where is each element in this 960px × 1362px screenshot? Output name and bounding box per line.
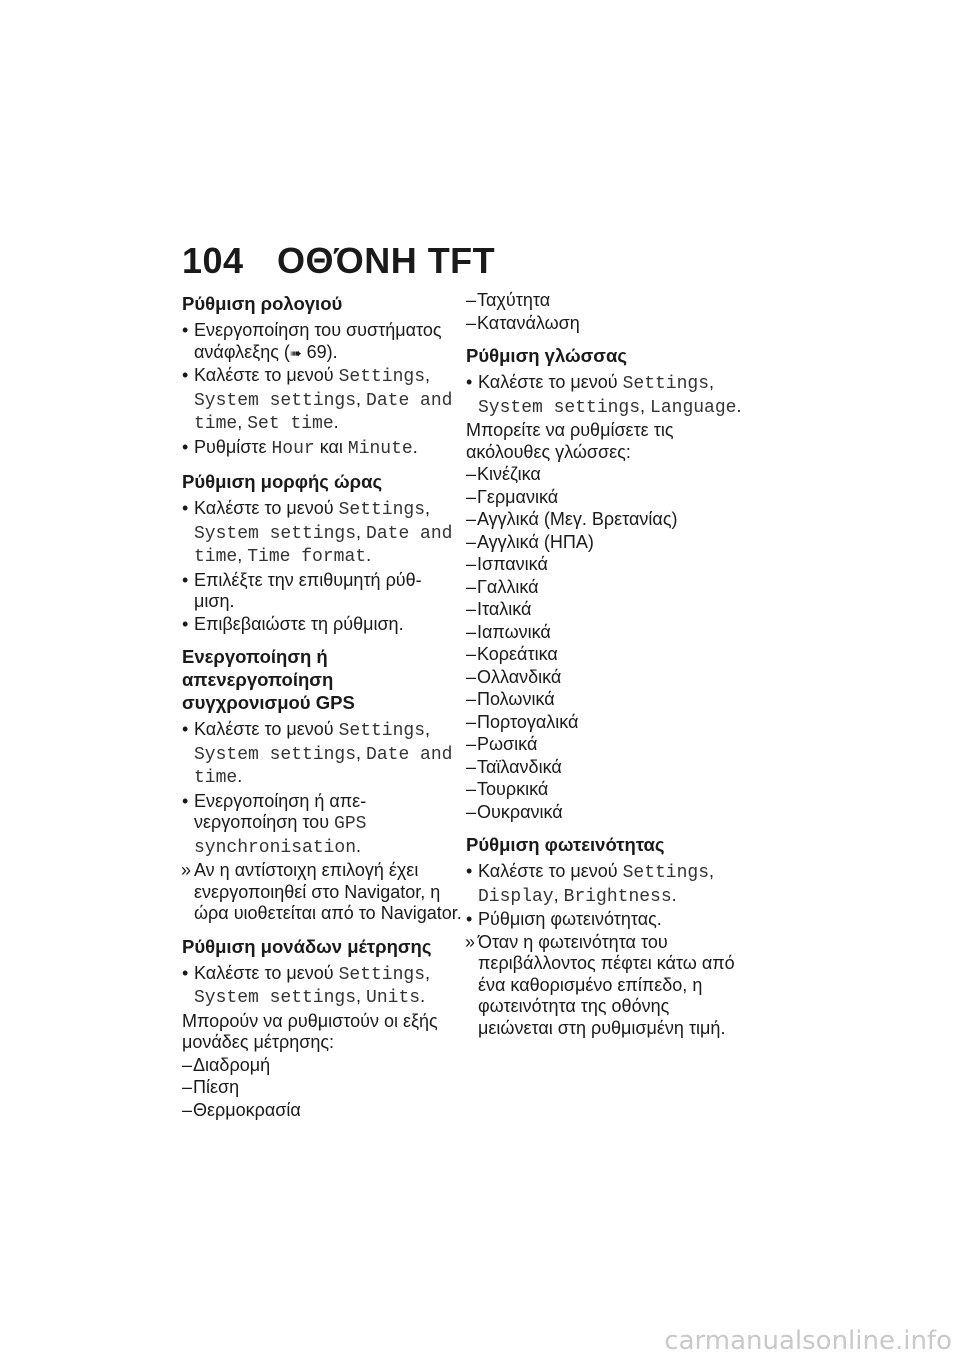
list-item: – Κορεάτικα <box>466 644 746 666</box>
result-item: » Αν η αντίστοιχη επιλογή έχει ενεργοποιηθεί στο Navigator, η ώρα υιοθετείται από το Navigator. <box>182 860 462 925</box>
section-time-format <box>182 470 462 635</box>
list-item: – Ιαπωνικά <box>466 622 746 644</box>
list-item: – Ταϊλανδικά <box>466 757 746 779</box>
section-units-continued <box>466 290 746 334</box>
menu-path: Units <box>366 988 421 1008</box>
menu-path: Set time <box>247 414 334 434</box>
list-item: – Κινέζικα <box>466 464 746 486</box>
section-heading: Ρύθμιση ρολογιού <box>182 293 343 314</box>
menu-path: Date and time <box>194 390 453 434</box>
menu-path: Language <box>650 397 737 418</box>
menu-path: System settings <box>194 744 357 765</box>
menu-path: GPS synchronisation <box>194 814 367 858</box>
step-item: • Καλέστε το μενού Settings, System settings, Date and time, Set time. <box>182 365 462 436</box>
list-item: – Θερμοκρασία <box>182 1100 462 1122</box>
menu-path: Date and time <box>194 744 453 788</box>
menu-path: Minute <box>347 438 413 459</box>
list-item: – Πορτογαλικά <box>466 712 746 734</box>
menu-path: Display <box>478 886 554 907</box>
list-item: – Ρωσικά <box>466 734 746 756</box>
menu-path: Settings <box>338 721 426 741</box>
menu-path: Settings <box>622 374 710 394</box>
list-item: – Ιταλικά <box>466 599 746 621</box>
list-item: – Ολλανδικά <box>466 667 746 689</box>
page-header <box>182 240 495 282</box>
step-item: • Ενεργοποίηση ή απε-νεργοποίηση του GPS synchronisation. <box>182 791 462 860</box>
step-item: • Ρύθμιση φωτεινότητας. <box>466 909 746 931</box>
page-reference-arrow-icon: ➠ <box>289 344 302 361</box>
step-item: • Ρυθμίστε Hour και Minute. <box>182 437 462 461</box>
menu-path: System settings <box>194 390 357 411</box>
section-heading: Ενεργοποίηση ή απενεργοποίηση συγχρονισμού GPS <box>182 646 355 713</box>
step-item: • Επιλέξτε την επιθυμητή ρύθ-μιση. <box>182 570 462 613</box>
section-heading: Ρύθμιση μονάδων μέτρησης <box>182 935 432 957</box>
section-heading: Ρύθμιση γλώσσας <box>466 345 627 366</box>
watermark: carmanualsonline.info <box>664 1326 952 1356</box>
step-item: • Επιβεβαιώστε τη ρύθμιση. <box>182 614 462 636</box>
page-number: 104 <box>182 240 244 281</box>
body-text: Μπορείτε να ρυθμίσετε τις ακόλουθες γλώσσες: <box>466 420 674 462</box>
list-item: – Τουρκικά <box>466 779 746 801</box>
menu-path: Settings <box>622 863 710 883</box>
list-item: – Πολωνικά <box>466 689 746 711</box>
body-text: Μπορούν να ρυθμιστούν οι εξής μονάδες μέτρησης: <box>182 1010 438 1052</box>
list-item: – Ουκρανικά <box>466 802 746 824</box>
section-language <box>466 344 746 823</box>
list-item: – Γερμανικά <box>466 487 746 509</box>
step-item: • Καλέστε το μενού Settings, System settings, Date and time, Time format. <box>182 498 462 569</box>
section-units <box>182 935 462 1122</box>
page-title: ΟΘΌΝΗ TFT <box>277 240 496 281</box>
menu-path: System settings <box>478 397 641 418</box>
step-item: • Καλέστε το μενού Settings, Display, Brightness. <box>466 861 746 908</box>
menu-path: System settings <box>194 988 357 1008</box>
page-reference[interactable]: 69). <box>306 341 338 362</box>
menu-path: System settings <box>194 523 357 544</box>
menu-path: Settings <box>338 500 426 520</box>
list-item: – Διαδρομή <box>182 1055 462 1077</box>
list-item: – Αγγλικά (Μεγ. Βρετανίας) <box>466 509 746 531</box>
section-heading: Ρύθμιση μορφής ώρας <box>182 471 383 492</box>
step-item: • Καλέστε το μενού Settings, System settings, Language. <box>466 372 746 419</box>
list-item: – Γαλλικά <box>466 577 746 599</box>
list-item: – Κατανάλωση <box>466 313 746 335</box>
step-item: • Καλέστε το μενού Settings, System settings, Units. <box>182 963 462 1010</box>
step-item: • Ενεργοποίηση του συστήματος ανάφλεξης (➠ 69). <box>182 320 462 364</box>
list-item: – Αγγλικά (ΗΠΑ) <box>466 532 746 554</box>
menu-path: Settings <box>338 964 426 985</box>
menu-path: Date and time <box>194 523 453 567</box>
section-gps-sync <box>182 645 462 925</box>
menu-path: Settings <box>338 367 426 387</box>
menu-path: Time format <box>247 547 367 567</box>
list-item: – Πίεση <box>182 1077 462 1099</box>
menu-path: Brightness <box>563 886 672 907</box>
right-column <box>466 290 746 1049</box>
section-brightness <box>466 833 746 1039</box>
section-heading: Ρύθμιση φωτεινότητας <box>466 834 665 855</box>
menu-path: Hour <box>271 438 315 459</box>
section-clock <box>182 292 462 460</box>
list-item: – Ταχύτητα <box>466 290 746 312</box>
step-item: • Καλέστε το μενού Settings, System settings, Date and time. <box>182 719 462 790</box>
list-item: – Ισπανικά <box>466 554 746 576</box>
result-item: » Όταν η φωτεινότητα του περιβάλλοντος πέφτει κάτω από ένα καθορισμένο επίπεδο, η φωτεινότητα της οθόνης μειώνεται στη ρυθμισμένη τιμή. <box>466 932 746 1040</box>
left-column <box>182 290 462 1131</box>
